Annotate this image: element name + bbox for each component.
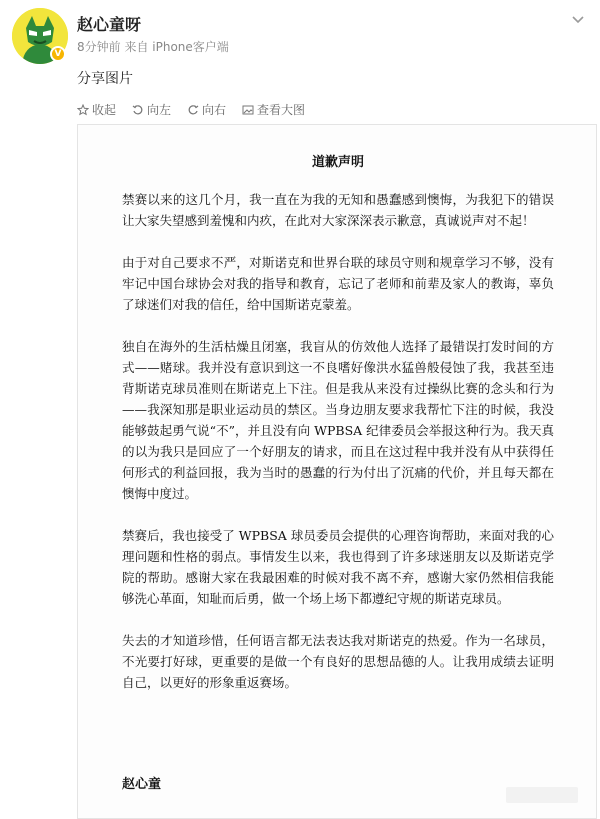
rotate-right-button[interactable] xyxy=(187,101,226,118)
star-icon xyxy=(77,104,89,116)
document-body xyxy=(122,189,554,714)
apology-document-image[interactable] xyxy=(77,124,597,819)
verified-badge-icon: V xyxy=(50,46,66,62)
rotate-right-label: 向右 xyxy=(202,103,227,117)
image-icon xyxy=(242,104,254,116)
watermark xyxy=(506,787,578,803)
view-large-label: 查看大图 xyxy=(257,103,306,117)
document-paragraph: 失去的才知道珍惜，任何语言都无法表达我对斯诺克的热爱。作为一名球员，不光要打好球，更重要的是做一个有良好的思想品德的人。让我用成绩去证明自己，以更好的形象重返赛场。 xyxy=(122,633,554,690)
post-text: 分享图片 xyxy=(77,71,133,87)
post-header xyxy=(0,0,600,140)
rotate-right-icon xyxy=(187,104,199,116)
post-meta: 8分钟前 来自 iPhone客户端 xyxy=(77,40,229,54)
chevron-down-icon[interactable] xyxy=(570,12,586,26)
rotate-left-button[interactable] xyxy=(132,101,171,118)
document-paragraph: 禁赛以来的这几个月，我一直在为我的无知和愚蠢感到懊悔，为我犯下的错误让大家失望感到羞愧和内疚，在此对大家深深表示歉意，真诚说声对不起！ xyxy=(122,192,554,228)
collapse-button[interactable] xyxy=(77,101,116,118)
document-paragraph: 由于对自己要求不严，对斯诺克和世界台联的球员守则和规章学习不够，没有牢记中国台球协会对我的指导和教育，忘记了老师和前辈及家人的教诲，辜负了球迷们对我的信任，给中国斯诺克蒙羞。 xyxy=(122,255,554,312)
document-paragraph: 独自在海外的生活枯燥且闭塞，我盲从的仿效他人选择了最错误打发时间的方式——赌球。我并没有意识到这一不良嗜好像洪水猛兽般侵蚀了我，我甚至违背斯诺克球员准则在斯诺克上下注。但是我从来没有过操纵比赛的念头和行为——我深知那是职业运动员的禁区。当身边朋友要求我帮忙下注的时候，我没能够鼓起勇气说“不”，并且没有向 WPBSA 纪律委员会举报这种行为。我天真的以为我只是回应了一个好朋友的请求，而且在这过程中我并没有从中获得任何形式的利益回报，我为当时的愚蠢的行为付出了沉痛的代价，并且每天都在懊悔中度过。 xyxy=(122,339,554,501)
document-title: 道歉声明 xyxy=(311,155,364,170)
collapse-label: 收起 xyxy=(92,103,117,117)
rotate-left-icon xyxy=(132,104,144,116)
username[interactable]: 赵心童呀 xyxy=(77,15,142,34)
document-paragraph: 禁赛后，我也接受了 WPBSA 球员委员会提供的心理咨询帮助，来面对我的心理问题和性格的弱点。事情发生以来，我也得到了许多球迷朋友以及斯诺克学院的帮助。感谢大家在我最困难的时候对我不离不弃，感谢大家仍然相信我能够洗心革面，知耻而后勇，做一个场上场下都遵纪守规的斯诺克球员。 xyxy=(122,528,554,606)
view-large-button[interactable] xyxy=(242,101,305,118)
rotate-left-label: 向左 xyxy=(147,103,172,117)
image-toolbar xyxy=(77,101,305,118)
document-signature: 赵心童 xyxy=(122,777,162,792)
